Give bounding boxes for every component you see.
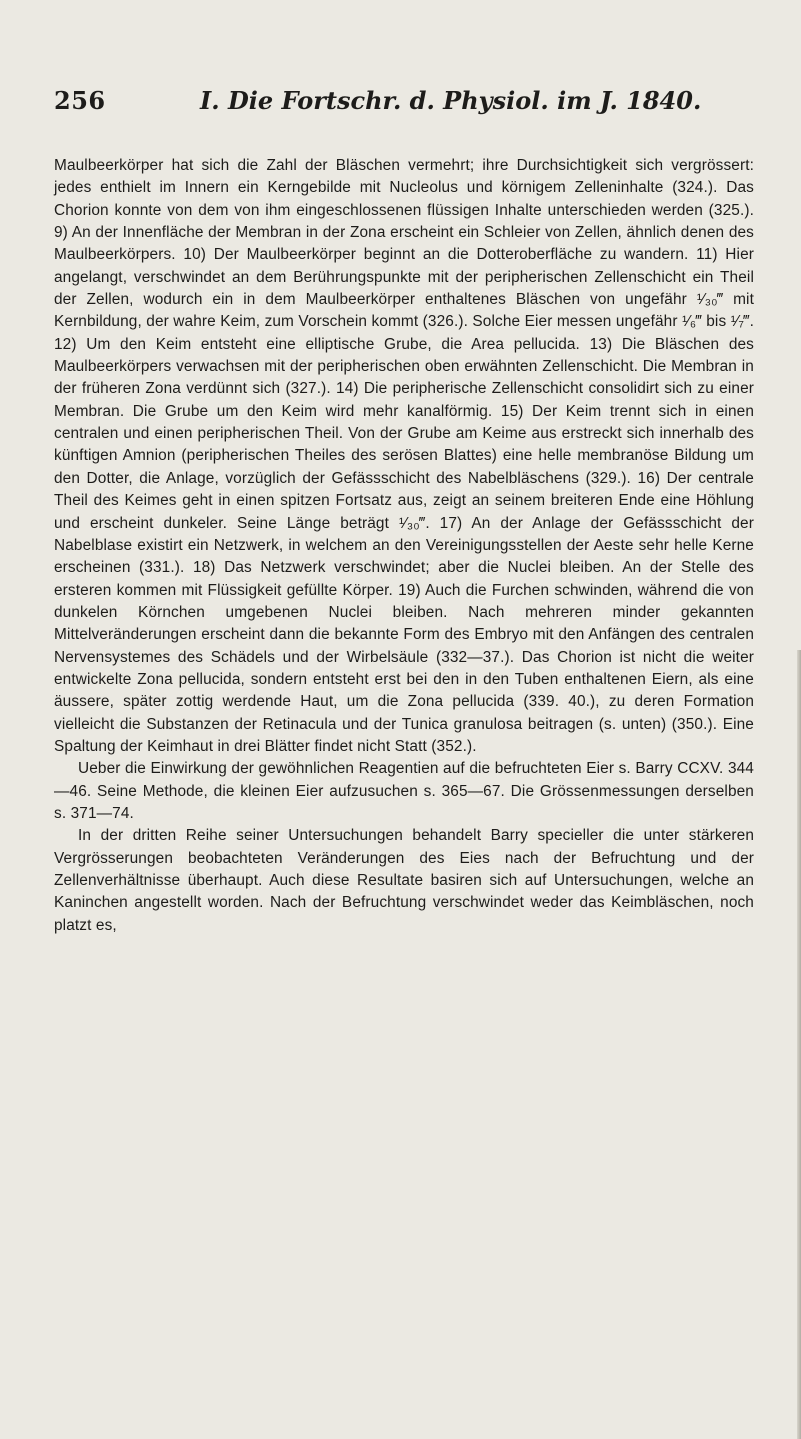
running-head xyxy=(54,86,754,120)
body-text xyxy=(54,155,754,937)
paragraph-continuation: Maulbeerkörper hat sich die Zahl der Bläschen vermehrt; ihre Durchsichtigkeit sich vergrössert: jedes enthielt im Innern ein Kerngebilde mit Nucleolus und körnigem Zelleninhalte (324.). Das Chorion konnte von dem von ihm eingeschlossenen flüssigen Inhalte unterschieden werden (325.). 9) An der Innenfläche der Membran in der Zona erscheint ein Schleier von Zellen, ähnlich denen des Maulbeerkörpers. 10) Der Maulbeerkörper beginnt an die Dotteroberfläche zu wandern. 11) Hier angelangt, verschwindet an dem Berührungspunkte mit der peripherischen Zellenschicht ein Theil der Zellen, wodurch ein in dem Maulbeerkörper enthaltenes Bläschen von ungefähr ¹⁄₃₀‴ mit Kernbildung, der wahre Keim, zum Vorschein kommt (326.). Solche Eier messen ungefähr ¹⁄₆‴ bis ¹⁄₇‴. 12) Um den Keim entsteht eine elliptische Grube, die Area pellucida. 13) Die Bläschen des Maulbeerkörpers verwachsen mit der peripherischen oben erwähnten Zellenschicht. Die Membran in der früheren Zona verdünnt sich (327.). 14) Die peripherische Zellenschicht consolidirt sich zu einer Membran. Die Grube um den Keim wird mehr kanalförmig. 15) Der Keim trennt sich in einen centralen und einen peripherischen Theil. Von der Grube am Keime aus erstreckt sich innerhalb des künftigen Amnion (peripherischen Theiles des serösen Blattes) eine helle membranöse Bildung um den Dotter, die Anlage, vorzüglich der Gefässschicht des Nabelbläschens (329.). 16) Der centrale Theil des Keimes geht in einen spitzen Fortsatz aus, zeigt an seinem breiteren Ende eine Höhlung und erscheint dunkeler. Seine Länge beträgt ¹⁄₃₀‴. 17) An der Anlage der Gefässschicht der Nabelblase existirt ein Netzwerk, in welchem an den Vereinigungsstellen der Aeste sehr helle Kerne erscheinen (331.). 18) Das Netzwerk verschwindet; aber die Nuclei bleiben. An der Stelle des ersteren kommen mit Flüssigkeit gefüllte Körper. 19) Auch die Furchen schwinden, während die von dunkelen Körnchen umgebenen Nuclei bleiben. Nach mehreren minder gekannten Mittelveränderungen erscheint dann die bekannte Form des Embryo mit den Anfängen des centralen Nervensystemes des Schädels und der Wirbelsäule (332—37.). Das Chorion ist nicht die weiter entwickelte Zona pellucida, sondern entsteht erst bei den in den Tuben enthaltenen Eiern, als eine äussere, später zottig werdende Haut, um die Zona pellucida (339. 40.), zu deren Formation vielleicht die Substanzen der Retinacula und der Tunica granulosa beitragen (s. unten) (350.). Eine Spaltung der Keimhaut in drei Blätter findet nicht Statt (352.). xyxy=(54,157,754,755)
page-edge-shadow xyxy=(797,650,801,1439)
paragraph-reagents: Ueber die Einwirkung der gewöhnlichen Reagentien auf die befruchteten Eier s. Barry CCXV. 344—46. Seine Methode, die kleinen Eier aufzusuchen s. 365—67. Die Grössenmessungen derselben s. 371—74. xyxy=(54,760,754,822)
page-number: 256 xyxy=(54,86,106,115)
running-title: I. Die Fortschr. d. Physiol. im J. 1840. xyxy=(200,86,702,115)
paragraph-third-series: In der dritten Reihe seiner Untersuchungen behandelt Barry specieller die unter stärkeren Vergrösserungen beobachteten Veränderungen des Eies nach der Befruchtung und der Zellenverhältnisse überhaupt. Auch diese Resultate basiren sich auf Untersuchungen, welche an Kaninchen angestellt worden. Nach der Befruchtung verschwindet weder das Keimbläschen, noch platzt es, xyxy=(54,827,754,934)
